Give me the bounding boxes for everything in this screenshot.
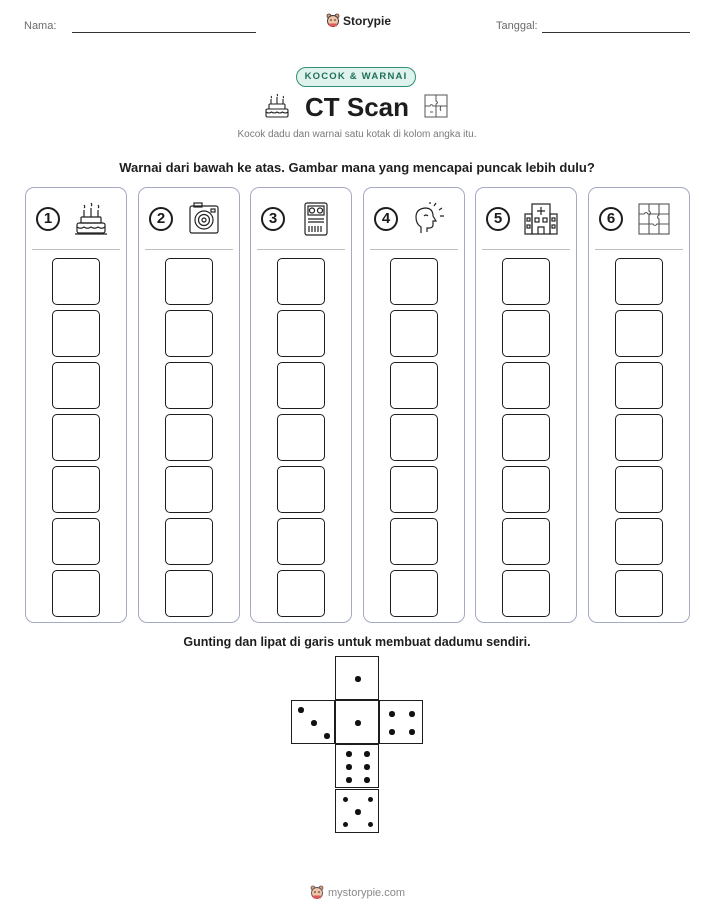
column-number: 2 [149,207,173,231]
color-box[interactable] [277,310,325,357]
dice-pip [346,764,352,770]
date-label: Tanggal: [496,20,538,32]
dice-pip [298,707,304,713]
color-box[interactable] [615,362,663,409]
color-box[interactable] [615,570,663,617]
color-box[interactable] [277,570,325,617]
color-box[interactable] [390,466,438,513]
column-number: 1 [36,207,60,231]
color-box[interactable] [502,258,550,305]
ct-machine-icon [297,200,335,238]
color-box[interactable] [52,258,100,305]
footer-url: mystorypie.com [328,886,406,899]
dice-pip [389,729,395,735]
dice-pip [368,822,374,828]
column-number: 3 [261,207,285,231]
date-field-line[interactable] [542,32,690,33]
dice-pip [346,751,352,757]
camera-icon [185,200,223,238]
dice-face-4 [379,700,423,744]
color-box[interactable] [165,466,213,513]
color-box[interactable] [165,258,213,305]
color-box[interactable] [502,570,550,617]
dice-pip [409,711,415,717]
dice-pip [364,764,370,770]
dice-pip [324,733,330,739]
activity-badge: KOCOK & WARNAI [296,67,416,87]
color-box[interactable] [165,570,213,617]
puzzle-icon [422,92,450,120]
instruction-text: Warnai dari bawah ke atas. Gambar mana yang mencapai puncak lebih dulu? [119,160,595,175]
column-number: 4 [374,207,398,231]
color-box[interactable] [502,466,550,513]
brand-logo [326,13,391,28]
color-box[interactable] [390,310,438,357]
birthday-cake-icon [72,200,110,238]
color-box[interactable] [615,518,663,565]
color-box[interactable] [52,570,100,617]
column-number: 5 [486,207,510,231]
column-divider [145,249,233,250]
dice-pip [364,777,370,783]
color-box[interactable] [165,414,213,461]
color-box[interactable] [390,570,438,617]
color-box[interactable] [390,518,438,565]
dice-pip [409,729,415,735]
dice-face-3 [291,700,335,744]
color-box[interactable] [277,466,325,513]
column-divider [482,249,570,250]
dice-pip [343,822,349,828]
column-2 [138,187,240,623]
subtitle: Kocok dadu dan warnai satu kotak di kolom angka itu. [237,129,477,140]
color-box[interactable] [502,414,550,461]
brand-name: Storypie [343,13,392,28]
color-box[interactable] [390,414,438,461]
color-box[interactable] [52,518,100,565]
color-box[interactable] [52,310,100,357]
dice-face-6 [335,744,379,788]
dice-pip [343,797,349,803]
dice-pip [355,720,361,726]
hospital-icon [522,200,560,238]
dice-pip [364,751,370,757]
color-box[interactable] [277,414,325,461]
column-6 [588,187,690,623]
storypie-mascot-icon [310,885,324,900]
storypie-mascot-icon [326,13,340,28]
color-box[interactable] [390,258,438,305]
head-pain-icon [410,200,448,238]
page-title: CT Scan [304,92,410,122]
color-box[interactable] [615,466,663,513]
color-box[interactable] [390,362,438,409]
column-divider [257,249,345,250]
color-box[interactable] [165,518,213,565]
dice-pip [368,797,374,803]
color-box[interactable] [502,362,550,409]
name-label: Nama: [24,20,57,32]
color-box[interactable] [615,414,663,461]
puzzle-icon [635,200,673,238]
color-box[interactable] [277,518,325,565]
dice-face-5 [335,789,379,833]
column-3 [250,187,352,623]
column-1 [25,187,127,623]
dice-face-1 [335,656,379,700]
cut-instruction: Gunting dan lipat di garis untuk membuat dadumu sendiri. [183,635,531,649]
name-field-line[interactable] [72,32,256,33]
footer [310,885,405,900]
column-divider [32,249,120,250]
dice-pip [355,676,361,682]
color-box[interactable] [52,466,100,513]
dice-pip [389,711,395,717]
color-box[interactable] [502,310,550,357]
color-box[interactable] [615,310,663,357]
color-box[interactable] [165,310,213,357]
column-5 [475,187,577,623]
color-box[interactable] [52,414,100,461]
color-box[interactable] [277,258,325,305]
color-box[interactable] [52,362,100,409]
dice-pip [311,720,317,726]
dice-pip [346,777,352,783]
column-number: 6 [599,207,623,231]
color-box[interactable] [277,362,325,409]
dice-face-1 [335,700,379,744]
column-4 [363,187,465,623]
color-box[interactable] [165,362,213,409]
dice-pip [355,809,361,815]
column-divider [595,249,683,250]
column-divider [370,249,458,250]
color-box[interactable] [502,518,550,565]
color-box[interactable] [615,258,663,305]
